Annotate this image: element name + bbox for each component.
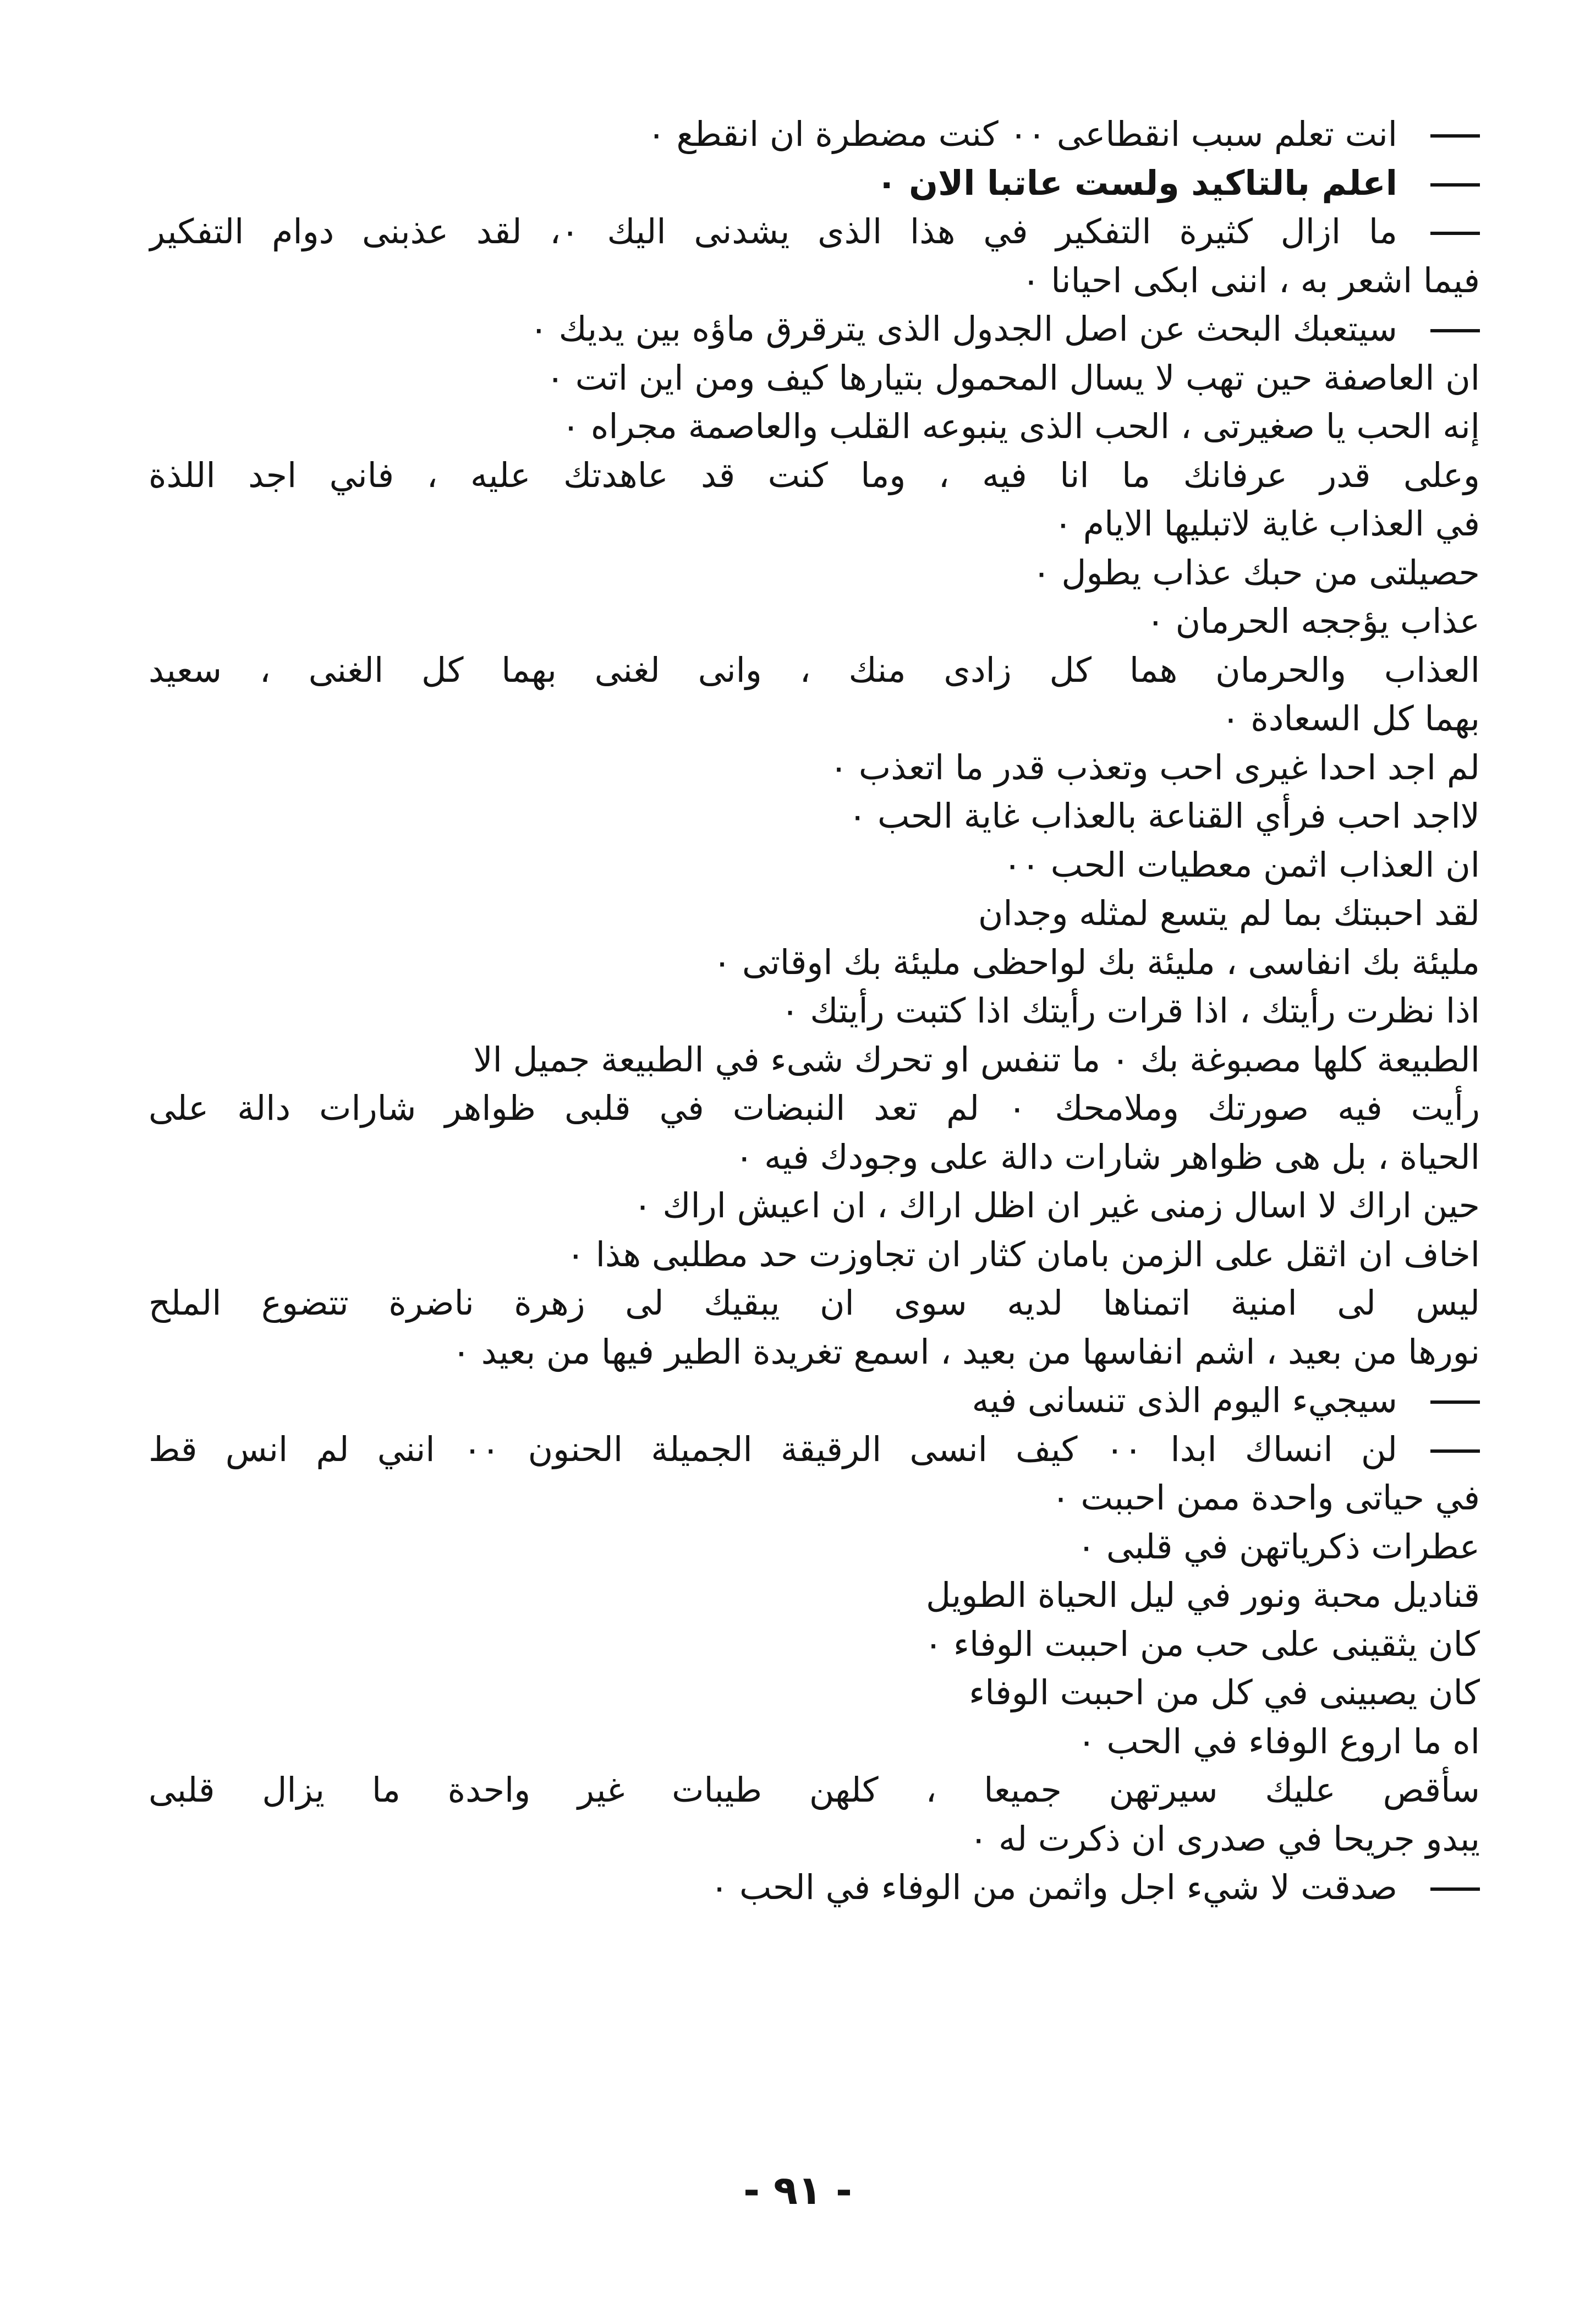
text-line: قناديل محبة ونور في ليل الحياة الطويل [926,1575,1480,1615]
text-line: سأقص عليك سيرتهن جميعا ، كلهن طيبات غير واحدة ما يزال قلبى [149,1770,1480,1810]
text-line: في حياتى واحدة ممن احببت ٠ [1051,1478,1480,1518]
dialogue-line: سيتعبك البحث عن اصل الجدول الذى يترقرق ماؤه بين يديك ٠ [149,305,1480,354]
text-line: نورها من بعيد ، اشم انفاسها من بعيد ، اسمع تغريدة الطير فيها من بعيد ٠ [452,1331,1480,1372]
text-line: رأيت فيه صورتك وملامحك ٠ لم تعد النبضات في قلبى ظواهر شارات دالة على [149,1088,1480,1128]
text-line: في العذاب غاية لاتبليها الايام ٠ [1054,504,1480,544]
text-line: حصيلتى من حبك عذاب يطول ٠ [1032,552,1480,593]
text-line: اخاف ان اثقل على الزمن بامان كثار ان تجاوزت حد مطلبى هذا ٠ [566,1234,1480,1274]
text-line: لقد احببتك بما لم يتسع لمثله وجدان [978,893,1480,933]
text-line: إنه الحب يا صغيرتى ، الحب الذى ينبوعه القلب والعاصمة مجراه ٠ [561,406,1480,446]
text-line: بهما كل السعادة ٠ [1221,698,1480,738]
text-line: اه ما اروع الوفاء في الحب ٠ [1077,1721,1480,1761]
text-line: العذاب والحرمان هما كل زادى منك ، وانى لغنى بهما كل الغنى ، سعيد [149,649,1480,690]
text-line: يبدو جريحا في صدرى ان ذكرت له ٠ [969,1818,1480,1859]
dialogue-line: سيجيء اليوم الذى تنسانى فيه [149,1376,1480,1425]
dialogue-line: اعلم بالتاكيد ولست عاتبا الان ٠ [149,159,1480,208]
text-line: ليس لى امنية اتمناها لديه سوى ان يبقيك لى زهرة ناضرة تتضوع الملح [149,1283,1480,1323]
page-number: - ٩١ - [743,2167,852,2213]
text-line: حين اراك لا اسال زمنى غير ان اظل اراك ، ان اعيش اراك ٠ [633,1185,1480,1225]
text-line: وعلى قدر عرفانك ما انا فيه ، وما كنت قد عاهدتك عليه ، فاني اجد اللذة [149,455,1480,495]
text-line: فيما اشعر به ، اننى ابكى احيانا ٠ [1022,260,1480,300]
dialogue-line: ما ازال كثيرة التفكير في هذا الذى يشدنى اليك ٠، لقد عذبنى دوام التفكير [149,207,1480,256]
text-line: مليئة بك انفاسى ، مليئة بك لواحظى مليئة بك اوقاتى ٠ [712,942,1480,982]
document-body [149,110,1480,1912]
text-line: لم اجد احدا غيرى احب وتعذب قدر ما اتعذب ٠ [829,747,1480,787]
text-line: الحياة ، بل هى ظواهر شارات دالة على وجودك فيه ٠ [735,1136,1480,1177]
text-line: عطرات ذكرياتهن في قلبى ٠ [1077,1526,1480,1567]
text-line: لااجد احب فرأي القناعة بالعذاب غاية الحب ٠ [848,796,1480,836]
text-line: ان العاصفة حين تهب لا يسال المحمول بتيارها كيف ومن اين اتت ٠ [546,357,1480,398]
text-line: عذاب يؤججه الحرمان ٠ [1146,601,1480,641]
dialogue-line: صدقت لا شيء اجل واثمن من الوفاء في الحب ٠ [149,1863,1480,1912]
text-line: كان يصبينى في كل من احببت الوفاء [969,1672,1480,1712]
text-line: ان العذاب اثمن معطيات الحب ٠٠ [1003,844,1480,885]
text-line: الطبيعة كلها مصبوغة بك ٠ ما تنفس او تحرك شىء في الطبيعة جميل الا [473,1039,1480,1080]
text-line: اذا نظرت رأيتك ، اذا قرات رأيتك اذا كتبت رأيتك ٠ [781,991,1480,1031]
text-line: كان يثقينى على حب من احببت الوفاء ٠ [924,1623,1480,1664]
dialogue-line: انت تعلم سبب انقطاعى ٠٠ كنت مضطرة ان انقطع ٠ [149,110,1480,159]
dialogue-line: لن انساك ابدا ٠٠ كيف انسى الرقيقة الجميلة الحنون ٠٠ انني لم انس قط [149,1425,1480,1474]
